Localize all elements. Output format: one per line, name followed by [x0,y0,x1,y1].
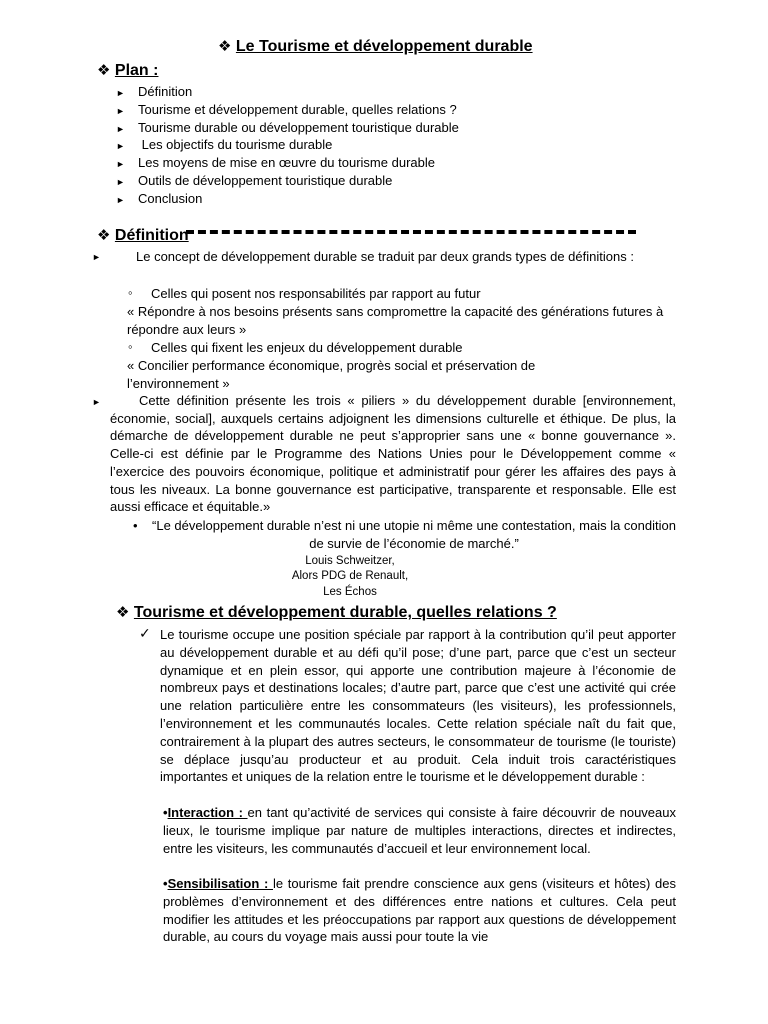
arrow-bullet-icon: ► [116,123,125,134]
dot-bullet-icon: • [163,805,168,820]
circle-bullet-icon: ◦ [128,339,133,354]
list-item: ► Définition [116,83,459,101]
dashed-divider [186,230,636,234]
diamond-bullet-icon: ❖ [116,604,130,621]
citation-source: Les Échos [323,586,377,598]
diamond-bullet-icon: ❖ [97,227,111,244]
definition-heading: ❖ Définition [97,227,189,244]
citation-role: Alors PDG de Renault, [291,570,409,582]
interaction-paragraph [163,804,676,857]
sensibilisation-label: Sensibilisation : [167,876,273,891]
arrow-bullet-icon: ► [92,397,101,407]
diamond-bullet-icon: ❖ [97,62,111,79]
sensibilisation-paragraph [163,875,676,946]
sensibilisation-text: le tourisme fait prendre conscience aux gens (visiteurs et hôtes) des problèmes d’environnement et des différences entre nations et cultures. Cela peut modifier les attitudes et les préoccupations par rapport aux questions de développement durable, au cours du voyage mais aussi pour toute la vie [163,876,676,945]
check-bullet-icon: ✓ [139,625,151,641]
definition-quote-2: « Concilier performance économique, progrès social et préservation de l’environnement » [127,358,536,391]
list-item: ► Conclusion [116,190,459,208]
arrow-bullet-icon: ► [116,141,125,152]
list-item: ► Outils de développement touristique durable [116,172,459,190]
interaction-label: Interaction : [167,805,248,820]
dot-bullet-icon: • [133,518,138,533]
arrow-bullet-icon: ► [116,194,125,205]
list-item: ► Les moyens de mise en œuvre du tourisme durable [116,154,459,172]
circle-bullet-icon: ◦ [128,285,133,300]
plan-list [116,83,459,208]
interaction-text: en tant qu’activité de services qui consiste à faire découvrir de nouveaux lieux, le tourisme implique par nature de multiples interactions, directes et indirectes, entre les visiteurs, les communautés d’accueil et leur environnement local. [163,805,676,856]
plan-heading: ❖ Plan : [97,62,159,79]
dot-bullet-icon: • [163,876,168,891]
definition-sub-1: Celles qui posent nos responsabilités par rapport au futur [151,286,481,301]
diamond-bullet-icon: ❖ [218,38,232,55]
relations-heading: ❖ Tourisme et développement durable, quelles relations ? [116,604,557,621]
citation-quote: “Le développement durable n’est ni une utopie ni même une contestation, mais la condition de survie de l’économie de marché.” [152,518,676,551]
definition-paragraph-2: Cette définition présente les trois « piliers » du développement durable [environnement, économie, social], auxquels certains adjoignent les dimensions culturelle et éthique. De plus, la démarche de développement durable ne peut s’approprier sans une « bonne gouvernance ». Celle-ci est définie par le Programme des Nations Unies pour le Développement comme « l’exercice des pouvoirs économique, politique et administratif pour gérer les affaires des pays à tous les niveaux. La bonne gouvernance est participative, transparente et responsable. Elle est aussi efficace et équitable.» [110,393,676,515]
citation-author: Louis Schweitzer, [305,555,395,567]
arrow-bullet-icon: ► [116,105,125,116]
list-item: ► Tourisme et développement durable, quelles relations ? [116,101,459,119]
arrow-bullet-icon: ► [116,176,125,187]
definition-quote-1: « Répondre à nos besoins présents sans compromettre la capacité des générations futures à répondre aux leurs » [127,304,664,337]
definition-paragraph-1: Le concept de développement durable se traduit par deux grands types de définitions : [136,249,634,264]
relations-intro: Le tourisme occupe une position spéciale par rapport à la contribution qu’il peut apporter au développement durable et au défi qu’il pose; d’une part, parce que c’est un secteur dynamique et en plein essor, qui apporte une contribution majeure à l’économie de nombreux pays et destinations locales; d’autre part, parce que c’est une activité qui crée une relation particulière entre les consommateurs (les visiteurs), les professionnels, l’environnement et les communautés locales. Cette relation spéciale naît du fait que, contrairement à la plupart des autres secteurs, le consommateur de tourisme (le touriste) se déplace jusqu’au producteur et au produit. Cela induit trois caractéristiques importantes et uniques de la relation entre le tourisme et le développement durable : [160,627,676,785]
arrow-bullet-icon: ► [92,252,101,262]
list-item: ► Tourisme durable ou développement touristique durable [116,119,459,137]
arrow-bullet-icon: ► [116,88,125,98]
arrow-bullet-icon: ► [116,159,125,170]
list-item: ► Les objectifs du tourisme durable [116,136,459,154]
definition-sub-2: Celles qui fixent les enjeux du développement durable [151,340,463,355]
page-title: ❖ Le Tourisme et développement durable [218,38,533,55]
